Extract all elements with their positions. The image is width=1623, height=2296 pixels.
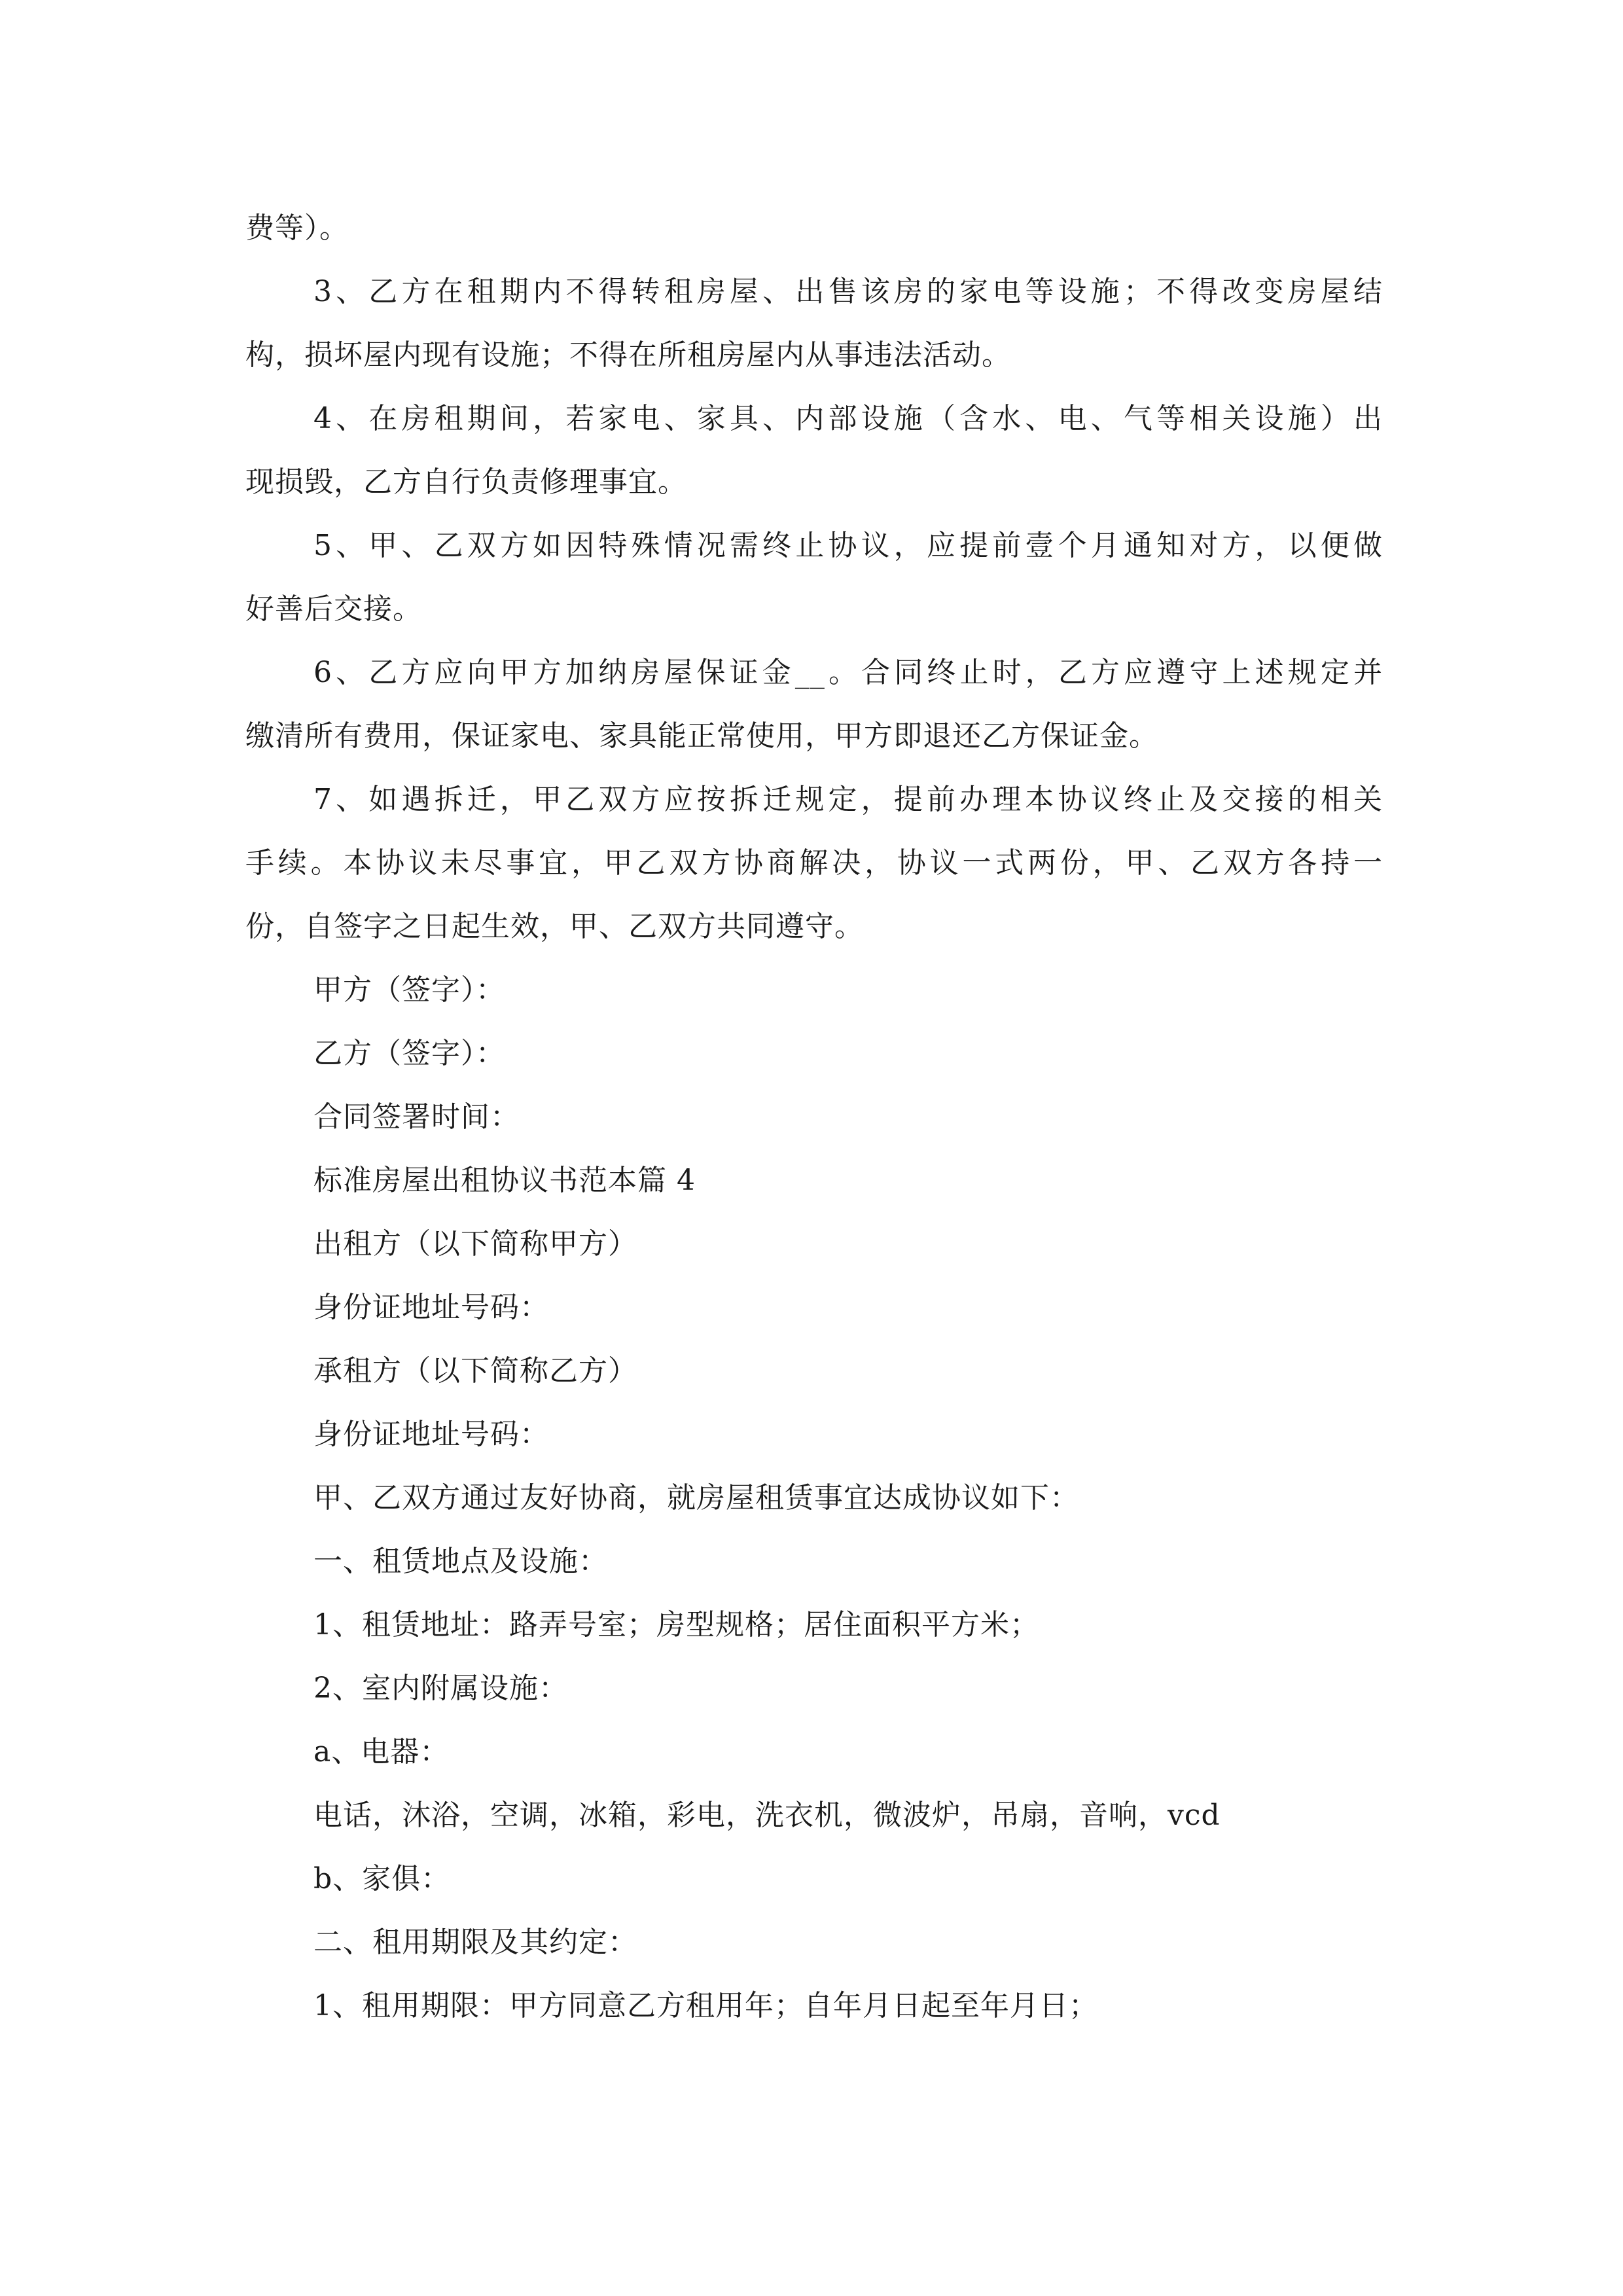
- text-line: 1、租用期限：甲方同意乙方租用年；自年月日起至年月日；: [313, 1989, 1098, 2022]
- text-line: 标准房屋出租协议书范本篇 4: [313, 1164, 696, 1197]
- text-line: 6、乙方应向甲方加纳房屋保证金__。合同终止时，乙方应遵守上述规定并: [313, 656, 1383, 689]
- text-line: 一、租赁地点及设施：: [313, 1545, 608, 1578]
- text-line: a、电器：: [313, 1735, 450, 1768]
- text-line: 缴清所有费用，保证家电、家具能正常使用，甲方即退还乙方保证金。: [245, 719, 1158, 753]
- text-line: 4、在房租期间，若家电、家具、内部设施（含水、电、气等相关设施）出: [313, 402, 1383, 435]
- text-line: 构，损坏屋内现有设施；不得在所租房屋内从事违法活动。: [245, 338, 1011, 372]
- text-line: 甲方（签字）：: [313, 973, 505, 1007]
- text-line: 份，自签字之日起生效，甲、乙双方共同遵守。: [245, 910, 864, 943]
- text-line: 2、室内附属设施：: [313, 1672, 568, 1705]
- text-line: 费等）。: [245, 211, 349, 245]
- text-line: 合同签署时间：: [313, 1100, 520, 1134]
- text-line: 身份证地址号码：: [313, 1291, 549, 1324]
- document-body: [245, 196, 1383, 2037]
- text-line: 电话，沐浴，空调，冰箱，彩电，洗衣机，微波炉，吊扇，音响，vcd: [313, 1799, 1221, 1832]
- text-line: 承租方（以下简称乙方）: [313, 1354, 637, 1388]
- text-line: 出租方（以下简称甲方）: [313, 1227, 637, 1261]
- text-line: 1、租赁地址：路弄号室；房型规格；居住面积平方米；: [313, 1608, 1039, 1641]
- text-line: 甲、乙双方通过友好协商，就房屋租赁事宜达成协议如下：: [313, 1481, 1079, 1515]
- text-line: 二、租用期限及其约定：: [313, 1926, 637, 1959]
- text-line: 好善后交接。: [245, 592, 422, 626]
- text-line: 手续。本协议未尽事宜，甲乙双方协商解决，协议一式两份，甲、乙双方各持一: [245, 846, 1383, 880]
- text-line: 现损毁，乙方自行负责修理事宜。: [245, 465, 687, 499]
- text-line: 身份证地址号码：: [313, 1418, 549, 1451]
- text-line: 7、如遇拆迁，甲乙双方应按拆迁规定，提前办理本协议终止及交接的相关: [313, 783, 1383, 816]
- text-line: 3、乙方在租期内不得转租房屋、出售该房的家电等设施；不得改变房屋结: [313, 275, 1383, 308]
- text-line: 乙方（签字）：: [313, 1037, 505, 1070]
- text-line: b、家俱：: [313, 1862, 451, 1895]
- text-line: 5、甲、乙双方如因特殊情况需终止协议，应提前壹个月通知对方，以便做: [313, 529, 1383, 562]
